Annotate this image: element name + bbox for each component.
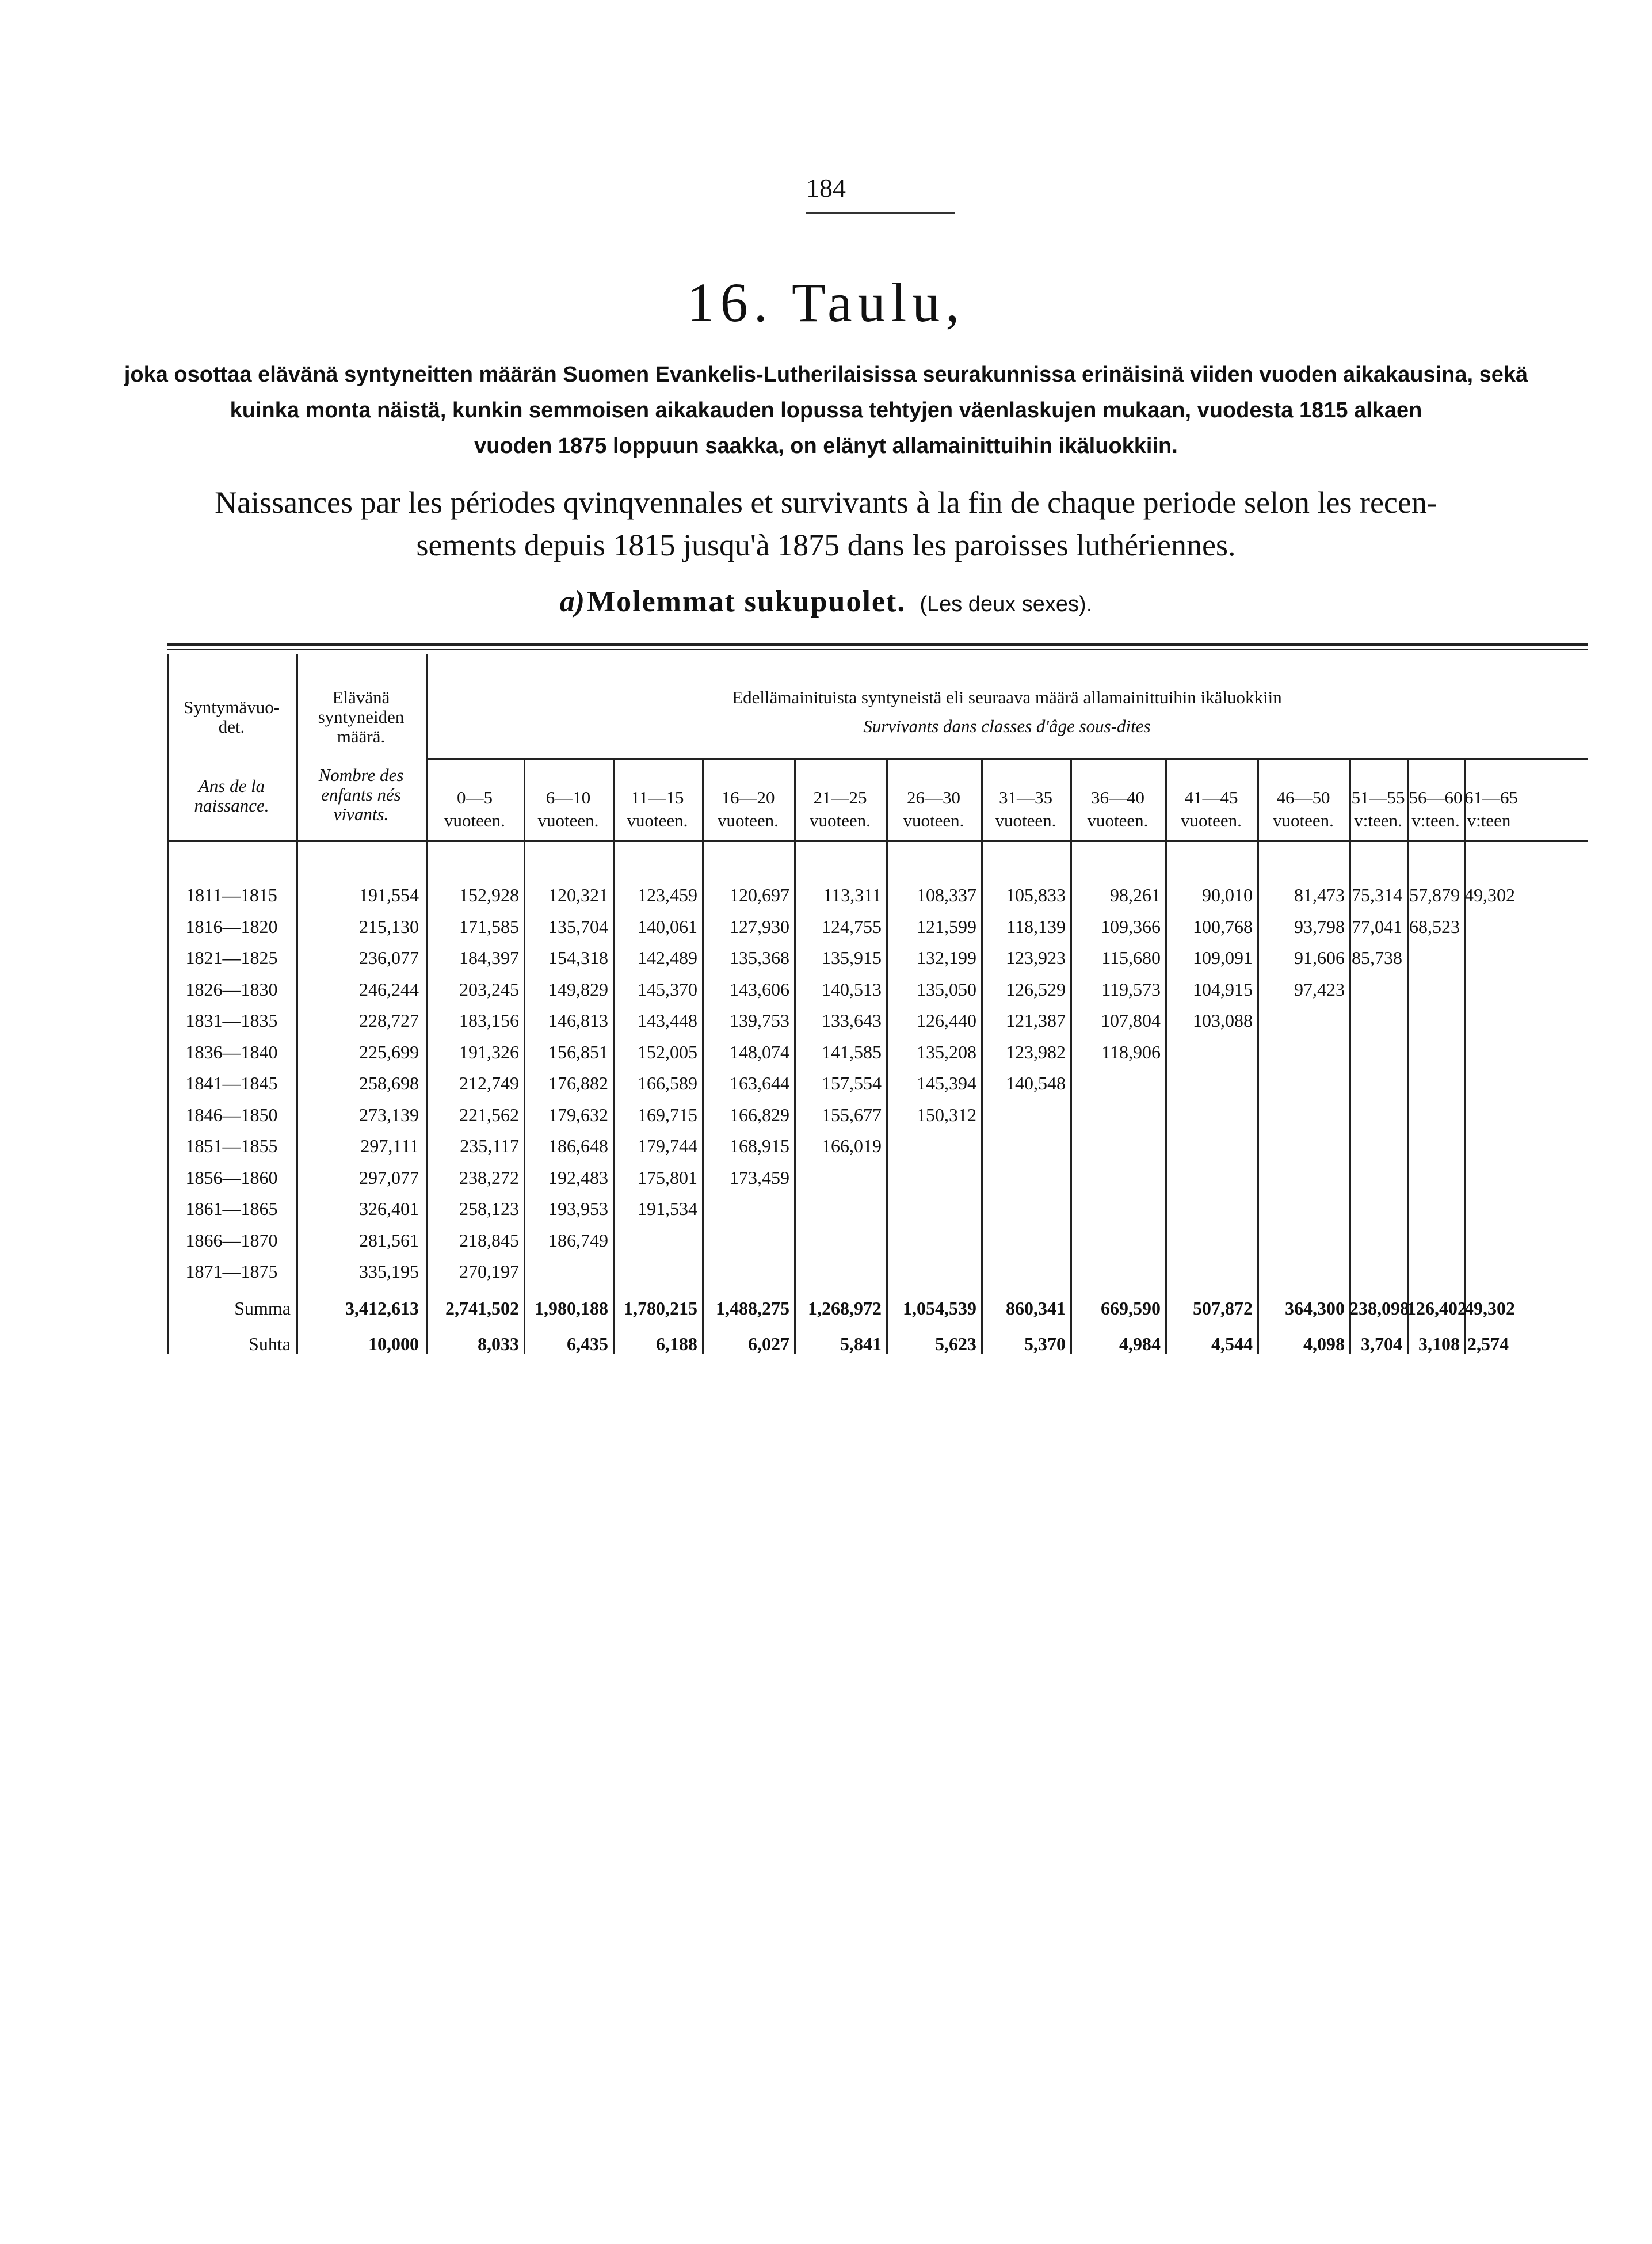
header-age-range: 21—25: [813, 787, 867, 807]
row-survivors-value: 133,643: [822, 1010, 882, 1031]
summa-survivors-value: 49,302: [1464, 1298, 1515, 1319]
row-live-births: 191,554: [359, 885, 419, 905]
row-survivors-value: 118,139: [1006, 916, 1066, 937]
row-survivors-value: 75,314: [1352, 885, 1402, 905]
row-survivors-value: 123,982: [1006, 1041, 1066, 1062]
row-birth-years: 1836—1840: [185, 1041, 278, 1062]
header-birth-year-fr: Ans de la: [198, 776, 265, 796]
table-title: 16. Taulu,: [686, 272, 966, 333]
header-age-unit: vuoteen.: [444, 810, 505, 830]
row-survivors-value: 140,548: [1006, 1073, 1066, 1094]
row-survivors-value: 109,091: [1193, 947, 1253, 968]
subtitle-letter: a): [559, 585, 585, 618]
row-birth-years: 1841—1845: [185, 1073, 278, 1094]
row-live-births: 236,077: [359, 947, 419, 968]
row-survivors-value: 127,930: [730, 916, 789, 937]
row-survivors-value: 179,744: [638, 1136, 697, 1156]
header-age-unit: vuoteen.: [995, 810, 1056, 830]
header-age-range: 61—65: [1464, 787, 1518, 807]
row-survivors-value: 104,915: [1193, 978, 1253, 1000]
row-survivors-value: 91,606: [1294, 947, 1345, 968]
row-live-births: 335,195: [359, 1261, 419, 1282]
row-survivors-value: 150,312: [917, 1104, 976, 1125]
row-survivors-value: 123,923: [1006, 947, 1066, 968]
row-birth-years: 1866—1870: [185, 1229, 278, 1251]
suhta-survivors-value: 6,027: [748, 1334, 789, 1354]
summa-live-births: 3,412,613: [345, 1298, 419, 1319]
header-age-range: 31—35: [999, 787, 1052, 807]
row-survivors-value: 121,387: [1006, 1010, 1066, 1031]
row-survivors-value: 123,459: [638, 885, 697, 905]
row-live-births: 258,698: [359, 1073, 419, 1094]
row-survivors-value: 143,606: [730, 978, 789, 1000]
header-age-range: 56—60: [1409, 787, 1463, 807]
suhta-survivors-value: 6,188: [656, 1334, 697, 1354]
row-birth-years: 1831—1835: [185, 1010, 278, 1031]
suhta-survivors-value: 5,623: [935, 1334, 976, 1354]
header-age-range: 26—30: [907, 787, 960, 807]
header-birth-year-fi: Syntymävuo-: [183, 697, 280, 717]
subtitle-french: (Les deux sexes).: [920, 592, 1093, 616]
row-survivors-value: 120,321: [548, 885, 608, 905]
row-survivors-value: 97,423: [1294, 978, 1345, 1000]
suhta-survivors-value: 6,435: [567, 1334, 608, 1354]
suhta-survivors-value: 4,544: [1211, 1334, 1253, 1354]
row-survivors-value: 121,599: [917, 916, 976, 937]
row-survivors-value: 191,326: [459, 1041, 519, 1062]
row-survivors-value: 157,554: [822, 1073, 882, 1094]
suhta-survivors-value: 2,574: [1467, 1334, 1509, 1354]
header-survivors-fr: Survivants dans classes d'âge sous-dites: [863, 716, 1151, 736]
header-age-unit: vuoteen.: [537, 810, 599, 830]
column-rule: [1464, 758, 1466, 1354]
suhta-survivors-value: 8,033: [478, 1334, 519, 1354]
row-survivors-value: 132,199: [917, 947, 976, 968]
header-age-range: 11—15: [631, 787, 684, 807]
summa-survivors-value: 126,402: [1407, 1298, 1467, 1319]
finnish-caption-line-3: vuoden 1875 loppuun saakka, on elänyt allamainittuihin ikäluokkiin.: [474, 434, 1178, 458]
row-live-births: 246,244: [359, 978, 419, 1000]
row-survivors-value: 155,677: [822, 1104, 882, 1125]
row-birth-years: 1856—1860: [185, 1167, 278, 1188]
summa-survivors-value: 1,980,188: [535, 1298, 608, 1319]
french-caption-line-1: Naissances par les périodes qvinqvennales et survivants à la fin de chaque periode selon les recen-: [215, 485, 1437, 520]
header-birth-year-fr: naissance.: [194, 795, 269, 816]
row-birth-years: 1861—1865: [185, 1198, 278, 1219]
row-live-births: 215,130: [359, 916, 419, 937]
row-live-births: 326,401: [359, 1198, 419, 1219]
row-survivors-value: 149,829: [548, 978, 608, 1000]
row-survivors-value: 146,813: [548, 1010, 608, 1031]
suhta-survivors-value: 3,704: [1361, 1334, 1402, 1354]
row-survivors-value: 166,589: [638, 1073, 697, 1094]
table-subtitle: [0, 585, 1652, 619]
row-survivors-value: 103,088: [1193, 1010, 1253, 1031]
row-survivors-value: 93,798: [1294, 916, 1345, 937]
row-survivors-value: 77,041: [1352, 916, 1402, 937]
row-survivors-value: 57,879: [1409, 885, 1460, 905]
header-live-births-fr: Nombre des: [318, 765, 404, 785]
row-survivors-value: 166,019: [822, 1136, 882, 1156]
finnish-caption-line-1: joka osottaa elävänä syntyneitten määrän Suomen Evankelis-Lutherilaisissa seurakunnissa erinäisinä viiden vuoden aikakausina, sekä: [124, 363, 1528, 387]
header-live-births-fi: Elävänä: [332, 687, 390, 707]
header-age-range: 6—10: [545, 787, 591, 807]
row-survivors-value: 184,397: [459, 947, 519, 968]
row-survivors-value: 168,915: [730, 1136, 789, 1156]
row-survivors-value: 139,753: [730, 1010, 789, 1031]
summa-survivors-value: 1,780,215: [624, 1298, 697, 1319]
french-caption-line-2: sements depuis 1815 jusqu'à 1875 dans les paroisses luthériennes.: [416, 528, 1236, 562]
summa-survivors-value: 1,054,539: [903, 1298, 976, 1319]
row-survivors-value: 258,123: [459, 1198, 519, 1219]
row-survivors-value: 235,117: [460, 1136, 519, 1156]
header-age-range: 51—55: [1351, 787, 1405, 807]
row-survivors-value: 186,648: [548, 1136, 608, 1156]
suhta-survivors-value: 4,098: [1303, 1334, 1345, 1354]
row-survivors-value: 90,010: [1202, 885, 1253, 905]
header-live-births-fr: enfants nés: [321, 784, 401, 805]
header-age-range: 41—45: [1184, 787, 1238, 807]
row-survivors-value: 49,302: [1464, 885, 1515, 905]
row-birth-years: 1811—1815: [186, 885, 277, 905]
row-survivors-value: 126,529: [1006, 978, 1066, 1000]
header-age-range: 36—40: [1091, 787, 1144, 807]
header-live-births-fr: vivants.: [333, 804, 389, 824]
row-survivors-value: 81,473: [1294, 885, 1345, 905]
row-live-births: 273,139: [359, 1104, 419, 1125]
header-live-births-fi: syntyneiden: [318, 707, 405, 727]
row-survivors-value: 171,585: [459, 916, 519, 937]
row-survivors-value: 108,337: [917, 885, 976, 905]
row-survivors-value: 118,906: [1101, 1041, 1161, 1062]
row-survivors-value: 238,272: [459, 1167, 519, 1188]
row-survivors-value: 142,489: [638, 947, 697, 968]
row-survivors-value: 141,585: [822, 1041, 882, 1062]
row-survivors-value: 191,534: [638, 1198, 697, 1219]
row-survivors-value: 100,768: [1193, 916, 1253, 937]
row-survivors-value: 124,755: [822, 916, 882, 937]
summa-label: Summa: [234, 1298, 291, 1319]
suhta-live-births: 10,000: [368, 1334, 419, 1354]
header-age-unit: vuoteen.: [1273, 810, 1334, 830]
subtitle-finnish: Molemmat sukupuolet.: [587, 585, 906, 618]
summa-survivors-value: 1,268,972: [808, 1298, 882, 1319]
row-survivors-value: 186,749: [548, 1229, 608, 1251]
row-survivors-value: 163,644: [730, 1073, 789, 1094]
page-number: 184: [806, 173, 846, 203]
row-survivors-value: 68,523: [1409, 916, 1460, 937]
row-live-births: 297,077: [359, 1167, 419, 1188]
table-header-bottom-rule: [167, 840, 1588, 842]
header-live-births-fi: määrä.: [337, 726, 386, 746]
row-birth-years: 1816—1820: [185, 916, 278, 937]
survivors-table: [167, 643, 1588, 1354]
suhta-survivors-value: 5,370: [1024, 1334, 1066, 1354]
row-birth-years: 1846—1850: [185, 1104, 278, 1125]
column-rule: [1407, 758, 1409, 1354]
summa-survivors-value: 669,590: [1101, 1298, 1161, 1319]
row-survivors-value: 192,483: [548, 1167, 608, 1188]
row-survivors-value: 156,851: [548, 1041, 608, 1062]
row-survivors-value: 135,915: [822, 947, 882, 968]
header-age-range: 0—5: [457, 787, 493, 807]
summa-survivors-value: 507,872: [1193, 1298, 1253, 1319]
row-survivors-value: 145,394: [917, 1073, 976, 1094]
row-survivors-value: 85,738: [1352, 947, 1402, 968]
row-survivors-value: 140,513: [822, 978, 882, 1000]
row-survivors-value: 105,833: [1006, 885, 1066, 905]
header-survivors-fi: Edellämainituista syntyneistä eli seuraava määrä allamainittuihin ikäluokkiin: [732, 687, 1282, 707]
row-survivors-value: 212,749: [459, 1073, 519, 1094]
row-survivors-value: 169,715: [638, 1104, 697, 1125]
summa-survivors-value: 2,741,502: [445, 1298, 519, 1319]
row-survivors-value: 135,368: [730, 947, 789, 968]
row-survivors-value: 120,697: [730, 885, 789, 905]
summa-survivors-value: 238,098: [1349, 1298, 1409, 1319]
row-birth-years: 1821—1825: [185, 947, 278, 968]
table-top-rule: [167, 643, 1588, 646]
row-survivors-value: 179,632: [548, 1104, 608, 1125]
row-survivors-value: 173,459: [730, 1167, 789, 1188]
header-age-unit: v:teen: [1467, 810, 1511, 830]
summa-survivors-value: 364,300: [1285, 1298, 1345, 1319]
row-survivors-value: 221,562: [459, 1104, 519, 1125]
summa-survivors-value: 860,341: [1006, 1298, 1066, 1319]
header-age-unit: vuoteen.: [1181, 810, 1242, 830]
row-survivors-value: 154,318: [548, 947, 608, 968]
suhta-survivors-value: 3,108: [1418, 1334, 1460, 1354]
row-survivors-value: 143,448: [638, 1010, 697, 1031]
row-survivors-value: 166,829: [730, 1104, 789, 1125]
table-top-rule-2: [167, 649, 1588, 650]
row-survivors-value: 152,928: [459, 885, 519, 905]
row-survivors-value: 175,801: [638, 1167, 697, 1188]
column-rule: [1349, 758, 1351, 1354]
header-age-unit: vuoteen.: [903, 810, 964, 830]
row-survivors-value: 176,882: [548, 1073, 608, 1094]
suhta-survivors-value: 4,984: [1119, 1334, 1161, 1354]
header-age-range: 16—20: [721, 787, 775, 807]
row-survivors-value: 135,704: [548, 916, 608, 937]
finnish-caption-line-2: kuinka monta näistä, kunkin semmoisen aikakauden lopussa tehtyjen väenlaskujen mukaan, vuodesta 1815 alkaen: [230, 398, 1422, 422]
row-survivors-value: 135,208: [917, 1041, 976, 1062]
row-survivors-value: 109,366: [1101, 916, 1161, 937]
summa-survivors-value: 1,488,275: [716, 1298, 789, 1319]
suhta-label: Suhta: [249, 1334, 291, 1354]
row-survivors-value: 119,573: [1101, 978, 1161, 1000]
column-rule: [1257, 758, 1259, 1354]
row-survivors-value: 218,845: [459, 1229, 519, 1251]
row-survivors-value: 193,953: [548, 1198, 608, 1219]
row-survivors-value: 113,311: [823, 885, 882, 905]
row-survivors-value: 203,245: [459, 978, 519, 1000]
row-survivors-value: 152,005: [638, 1041, 697, 1062]
header-birth-year-fi: det.: [218, 717, 245, 737]
row-live-births: 297,111: [360, 1136, 419, 1156]
page-number-rule: [806, 212, 955, 214]
row-survivors-value: 126,440: [917, 1010, 976, 1031]
row-birth-years: 1851—1855: [185, 1136, 278, 1156]
header-age-unit: v:teen.: [1411, 810, 1460, 830]
row-survivors-value: 115,680: [1101, 947, 1161, 968]
row-live-births: 281,561: [359, 1229, 419, 1251]
header-age-unit: v:teen.: [1354, 810, 1402, 830]
column-rule: [1165, 758, 1167, 1354]
row-survivors-value: 270,197: [459, 1261, 519, 1282]
header-age-unit: vuoteen.: [810, 810, 871, 830]
row-birth-years: 1826—1830: [185, 978, 278, 1000]
row-survivors-value: 148,074: [730, 1041, 789, 1062]
header-age-range: 46—50: [1276, 787, 1330, 807]
suhta-survivors-value: 5,841: [840, 1334, 882, 1354]
header-age-unit: vuoteen.: [718, 810, 779, 830]
row-live-births: 228,727: [359, 1010, 419, 1031]
row-survivors-value: 183,156: [459, 1010, 519, 1031]
row-survivors-value: 135,050: [917, 978, 976, 1000]
row-live-births: 225,699: [359, 1041, 419, 1062]
row-survivors-value: 98,261: [1110, 885, 1161, 905]
header-age-unit: vuoteen.: [1087, 810, 1149, 830]
survivors-header-rule: [426, 758, 1588, 760]
header-age-unit: vuoteen.: [627, 810, 688, 830]
row-survivors-value: 145,370: [638, 978, 697, 1000]
row-survivors-value: 107,804: [1101, 1010, 1161, 1031]
row-survivors-value: 140,061: [638, 916, 697, 937]
row-birth-years: 1871—1875: [185, 1261, 278, 1282]
